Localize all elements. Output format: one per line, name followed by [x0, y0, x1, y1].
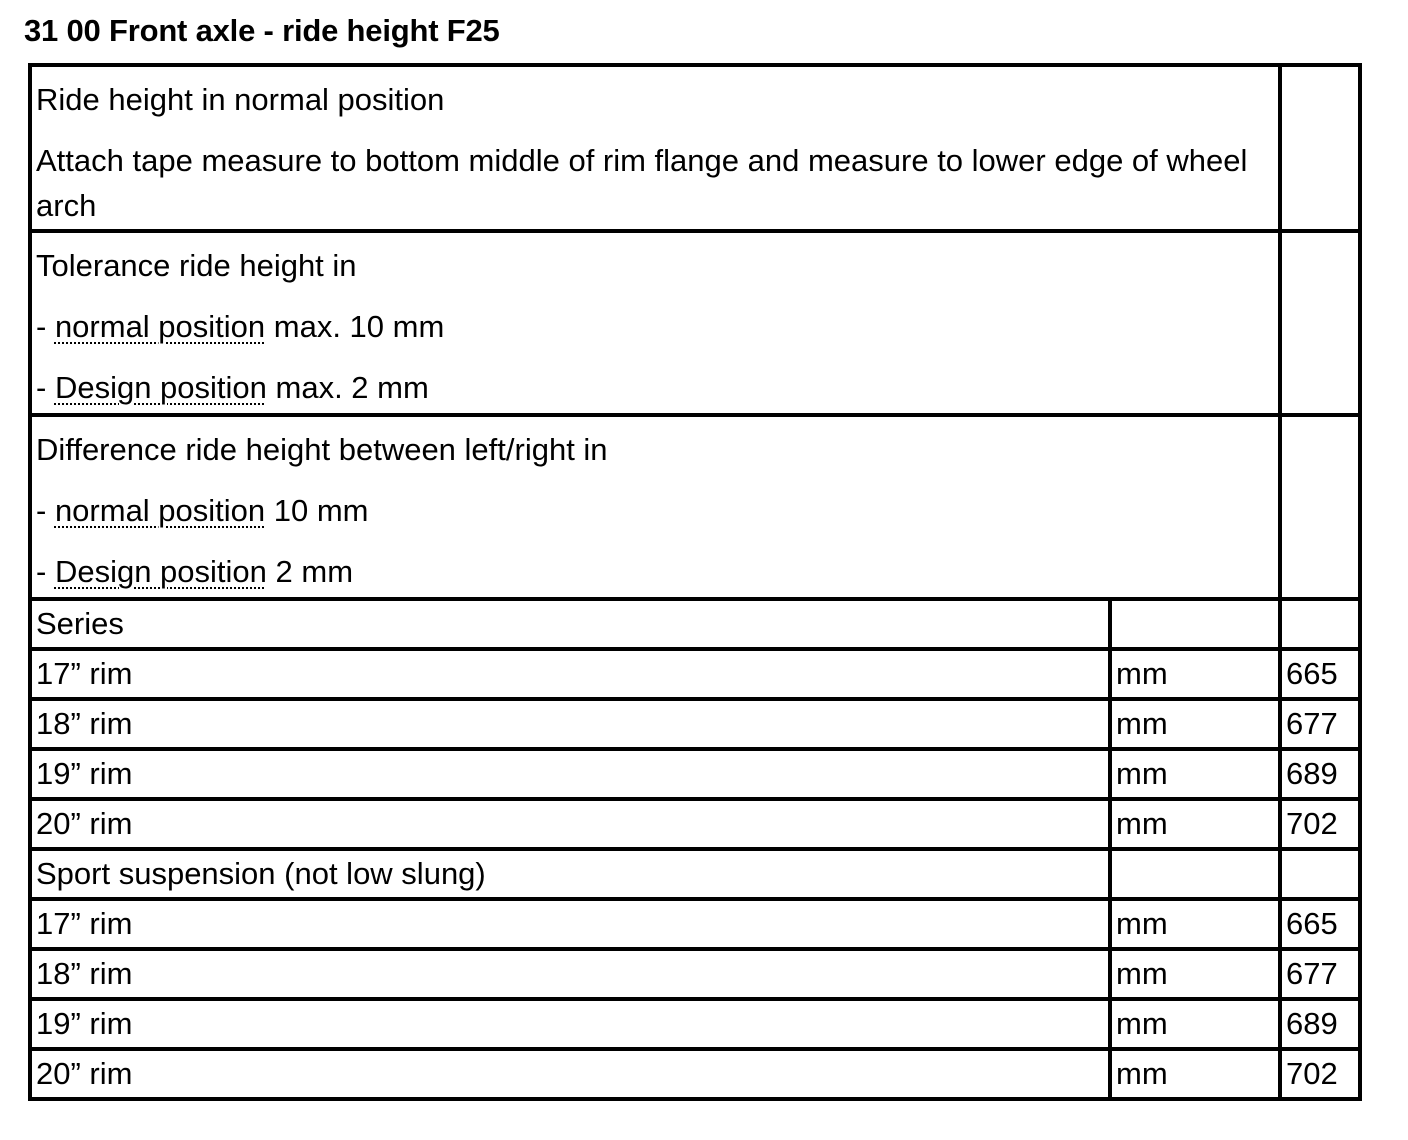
- ride-height-value: 677: [1280, 699, 1360, 749]
- intro-instruction: Attach tape measure to bottom middle of rim flange and measure to lower edge of wheel arch: [36, 143, 1248, 223]
- tolerance-item-value: max. 2 mm: [266, 370, 429, 405]
- unit: mm: [1110, 949, 1280, 999]
- ride-height-value: 665: [1280, 649, 1360, 699]
- tolerance-item-prefix: -: [36, 370, 55, 405]
- group-name: Series: [30, 599, 1110, 649]
- intro-row: [30, 65, 1360, 231]
- tolerance-row: [30, 231, 1360, 415]
- design-position-link[interactable]: Design position: [54, 370, 267, 405]
- table-row: [30, 699, 1360, 749]
- group-name: Sport suspension (not low slung): [30, 849, 1110, 899]
- tolerance-heading: Tolerance ride height in: [36, 248, 357, 283]
- tolerance-empty-cell: [1280, 231, 1360, 415]
- ride-height-value: 702: [1280, 1049, 1360, 1099]
- difference-item-prefix: -: [36, 493, 55, 528]
- rim-size: 17” rim: [30, 899, 1110, 949]
- tolerance-cell: [30, 231, 1280, 415]
- table-row: [30, 899, 1360, 949]
- ride-height-table: [28, 63, 1362, 1101]
- table-row: [30, 649, 1360, 699]
- page-title: 31 00 Front axle - ride height F25: [24, 13, 500, 48]
- group-header-row: [30, 849, 1360, 899]
- difference-item-prefix: -: [36, 554, 55, 589]
- tolerance-item-prefix: -: [36, 309, 55, 344]
- intro-empty-cell: [1280, 65, 1360, 231]
- tolerance-item: [36, 365, 1274, 410]
- intro-cell: [30, 65, 1280, 231]
- normal-position-link[interactable]: normal position: [54, 309, 266, 344]
- rim-size: 18” rim: [30, 949, 1110, 999]
- tolerance-item-value: max. 10 mm: [265, 309, 445, 344]
- table-row: [30, 749, 1360, 799]
- group-header-row: [30, 599, 1360, 649]
- design-position-link[interactable]: Design position: [54, 554, 267, 589]
- unit: mm: [1110, 999, 1280, 1049]
- table-row: [30, 999, 1360, 1049]
- ride-height-value: 702: [1280, 799, 1360, 849]
- difference-row: [30, 415, 1360, 599]
- group-value-empty: [1280, 599, 1360, 649]
- normal-position-link[interactable]: normal position: [54, 493, 266, 528]
- unit: mm: [1110, 1049, 1280, 1099]
- rim-size: 19” rim: [30, 999, 1110, 1049]
- group-unit-empty: [1110, 599, 1280, 649]
- group-unit-empty: [1110, 849, 1280, 899]
- ride-height-value: 689: [1280, 749, 1360, 799]
- difference-heading: Difference ride height between left/right in: [36, 432, 608, 467]
- unit: mm: [1110, 749, 1280, 799]
- difference-item-value: 2 mm: [266, 554, 354, 589]
- unit: mm: [1110, 699, 1280, 749]
- unit: mm: [1110, 899, 1280, 949]
- table-row: [30, 949, 1360, 999]
- rim-size: 20” rim: [30, 1049, 1110, 1099]
- difference-item: [36, 488, 1274, 533]
- intro-heading: Ride height in normal position: [36, 82, 445, 117]
- difference-cell: [30, 415, 1280, 599]
- unit: mm: [1110, 649, 1280, 699]
- difference-empty-cell: [1280, 415, 1360, 599]
- difference-item: [36, 549, 1274, 594]
- unit: mm: [1110, 799, 1280, 849]
- rim-size: 20” rim: [30, 799, 1110, 849]
- ride-height-value: 677: [1280, 949, 1360, 999]
- ride-height-value: 665: [1280, 899, 1360, 949]
- ride-height-value: 689: [1280, 999, 1360, 1049]
- rim-size: 19” rim: [30, 749, 1110, 799]
- table-row: [30, 1049, 1360, 1099]
- table-row: [30, 799, 1360, 849]
- rim-size: 17” rim: [30, 649, 1110, 699]
- rim-size: 18” rim: [30, 699, 1110, 749]
- group-value-empty: [1280, 849, 1360, 899]
- tolerance-item: [36, 304, 1274, 349]
- difference-item-value: 10 mm: [265, 493, 369, 528]
